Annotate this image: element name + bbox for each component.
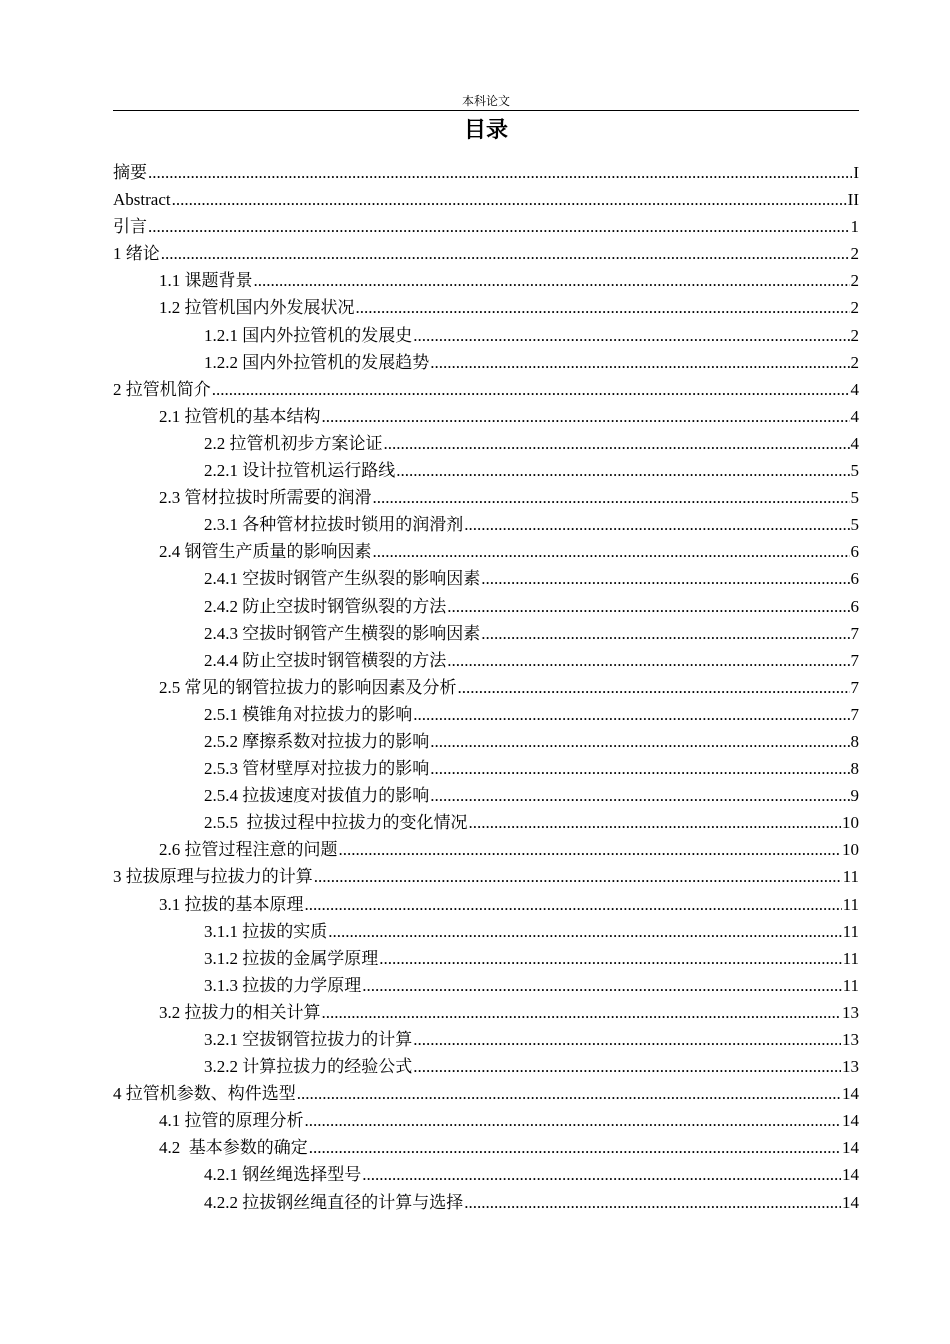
toc-entry-page: 2 (850, 271, 859, 291)
toc-entry-label: 2.1 拉管机的基本结构 (159, 406, 321, 426)
toc-dot-leader (339, 836, 842, 863)
toc-entry[interactable] (113, 267, 859, 294)
toc-title: 目录 (463, 118, 508, 143)
toc-entry-page: 4 (850, 433, 859, 453)
toc-entry-label: 2.3.1 各种管材拉拔时锁用的润滑剂 (204, 515, 464, 535)
toc-dot-leader (148, 213, 850, 240)
toc-entry[interactable] (113, 1134, 859, 1161)
toc-entry[interactable] (113, 376, 859, 403)
toc-entry[interactable] (113, 240, 859, 267)
toc-entry-label: 3.1.1 拉拔的实质 (204, 921, 328, 941)
toc-entry-page: 2 (850, 298, 859, 318)
toc-entry-page: 10 (842, 840, 859, 860)
toc-entry[interactable] (113, 1080, 859, 1107)
header-rule (113, 110, 859, 111)
toc-dot-leader (254, 267, 850, 294)
toc-entry-label: 3.2.2 计算拉拔力的经验公式 (204, 1057, 413, 1077)
toc-entry-page: 8 (850, 759, 859, 779)
toc-entry[interactable] (113, 809, 859, 836)
toc-entry-page: 14 (842, 1192, 859, 1212)
toc-entry-page: 2 (850, 325, 859, 345)
toc-entry[interactable] (113, 674, 859, 701)
toc-dot-leader (379, 945, 841, 972)
toc-dot-leader (328, 918, 841, 945)
toc-entry-label: 4.2 基本参数的确定 (159, 1138, 308, 1158)
toc-entry-page: 7 (850, 650, 859, 670)
toc-dot-leader (464, 1189, 841, 1216)
toc-dot-leader (430, 728, 849, 755)
toc-entry[interactable] (113, 213, 859, 240)
toc-entry-label: 1.2 拉管机国内外发展状况 (159, 298, 355, 318)
toc-dot-leader (464, 511, 849, 538)
toc-dot-leader (447, 593, 849, 620)
toc-entry-page: 6 (850, 596, 859, 616)
toc-dot-leader (314, 863, 842, 890)
toc-entry-page: 14 (842, 1165, 859, 1185)
toc-dot-leader (356, 294, 850, 321)
toc-entry-label: 2.4.3 空拔时钢管产生横裂的影响因素 (204, 623, 481, 643)
toc-entry-page: 7 (850, 623, 859, 643)
toc-dot-leader (309, 1134, 841, 1161)
toc-entry[interactable] (113, 1107, 859, 1134)
toc-dot-leader (305, 1107, 842, 1134)
toc-entry[interactable] (113, 1161, 859, 1188)
toc-dot-leader (481, 565, 849, 592)
toc-entry[interactable] (113, 538, 859, 565)
toc-dot-leader (161, 240, 850, 267)
toc-dot-leader (373, 484, 850, 511)
toc-entry-page: 7 (850, 677, 859, 697)
toc-entry[interactable] (113, 186, 859, 213)
toc-entry-page: 2 (850, 244, 859, 264)
toc-entry[interactable] (113, 647, 859, 674)
toc-entry-label: 4.2.2 拉拔钢丝绳直径的计算与选择 (204, 1192, 464, 1212)
toc-entry-label: 2.4.2 防止空拔时钢管纵裂的方法 (204, 596, 447, 616)
toc-dot-leader (212, 376, 850, 403)
toc-dot-leader (413, 1053, 841, 1080)
toc-entry[interactable] (113, 945, 859, 972)
toc-entry[interactable] (113, 159, 859, 186)
toc-entry-page: 6 (850, 569, 859, 589)
toc-dot-leader (396, 457, 849, 484)
toc-dot-leader (172, 186, 847, 213)
toc-entry-label: 1.1 课题背景 (159, 271, 253, 291)
toc-entry-label: 1.2.1 国内外拉管机的发展史 (204, 325, 413, 345)
toc-entry[interactable] (113, 1053, 859, 1080)
toc-entry[interactable] (113, 430, 859, 457)
toc-entry-label: 2.5.4 拉拔速度对拔值力的影响 (204, 786, 430, 806)
toc-entry[interactable] (113, 593, 859, 620)
toc-entry-label: 2.5 常见的钢管拉拔力的影响因素及分析 (159, 677, 457, 697)
toc-entry-page: 11 (842, 975, 859, 995)
toc-entry[interactable] (113, 322, 859, 349)
toc-entry-page: II (847, 190, 859, 210)
toc-entry-label: 2.4.4 防止空拔时钢管横裂的方法 (204, 650, 447, 670)
toc-entry-page: 5 (850, 461, 859, 481)
toc-entry-page: I (853, 163, 859, 182)
toc-entry-label: 摘要 (113, 163, 147, 182)
toc-dot-leader (305, 891, 842, 918)
toc-entry-label: 3.1.2 拉拔的金属学原理 (204, 948, 379, 968)
toc-entry-page: 4 (850, 406, 859, 426)
toc-entry-page: 5 (850, 515, 859, 535)
toc-entry-label: Abstract (113, 190, 171, 210)
toc-entry-label: 1.2.2 国内外拉管机的发展趋势 (204, 352, 430, 372)
toc-entry-label: 2.5.3 管材壁厚对拉拔力的影响 (204, 759, 430, 779)
toc-dot-leader (373, 538, 850, 565)
toc-entry-page: 5 (850, 488, 859, 508)
toc-entry[interactable] (113, 620, 859, 647)
toc-entry[interactable] (113, 294, 859, 321)
toc-entry-label: 1 绪论 (113, 244, 160, 264)
toc-entry[interactable] (113, 863, 859, 890)
toc-entry-page: 11 (842, 921, 859, 941)
toc-entry[interactable] (113, 349, 859, 376)
toc-dot-leader (447, 647, 849, 674)
toc-entry-page: 13 (842, 1057, 859, 1077)
toc-entry[interactable] (113, 1026, 859, 1053)
toc-dot-leader (362, 972, 841, 999)
toc-entry-page: 14 (842, 1111, 859, 1131)
toc-entry[interactable] (113, 484, 859, 511)
toc-entry[interactable] (113, 918, 859, 945)
toc-entry-label: 2.6 拉管过程注意的问题 (159, 840, 338, 860)
page-header: 本科论文 (461, 94, 510, 108)
toc-entry-page: 13 (842, 1002, 859, 1022)
toc-entry-label: 2.5.5 拉拔过程中拉拔力的变化情况 (204, 813, 468, 833)
toc-entry-page: 8 (850, 731, 859, 751)
toc-entry-label: 2.4 钢管生产质量的影响因素 (159, 542, 372, 562)
toc-dot-leader (322, 999, 842, 1026)
toc-dot-leader (430, 782, 849, 809)
toc-entry-page: 11 (842, 894, 859, 914)
toc-dot-leader (481, 620, 849, 647)
toc-dot-leader (297, 1080, 841, 1107)
toc-entry-label: 3.2 拉拔力的相关计算 (159, 1002, 321, 1022)
toc-entry[interactable] (113, 755, 859, 782)
toc-entry-label: 4 拉管机参数、构件选型 (113, 1084, 296, 1104)
toc-entry-page: 4 (850, 379, 859, 399)
toc-entry[interactable] (113, 999, 859, 1026)
toc-entry-label: 3 拉拔原理与拉拔力的计算 (113, 867, 313, 887)
toc-entry-page: 6 (850, 542, 859, 562)
toc-dot-leader (469, 809, 842, 836)
toc-entry-label: 2.2.1 设计拉管机运行路线 (204, 461, 396, 481)
toc-entry-label: 2.2 拉管机初步方案论证 (204, 433, 383, 453)
toc-entry[interactable] (113, 403, 859, 430)
toc-entry-page: 14 (842, 1084, 859, 1104)
toc-entry-page: 2 (850, 352, 859, 372)
toc-entry-page: 13 (842, 1030, 859, 1049)
toc-dot-leader (148, 159, 852, 186)
toc-entry[interactable] (113, 457, 859, 484)
toc-entry-label: 2.5.2 摩擦系数对拉拔力的影响 (204, 731, 430, 751)
toc-entry[interactable] (113, 782, 859, 809)
toc-dot-leader (322, 403, 850, 430)
toc-entry-label: 4.1 拉管的原理分析 (159, 1111, 304, 1131)
toc-entry[interactable] (113, 728, 859, 755)
toc-entry[interactable] (113, 891, 859, 918)
toc-entry[interactable] (113, 836, 859, 863)
toc-dot-leader (458, 674, 850, 701)
toc-entry-page: 9 (850, 786, 859, 806)
toc-dot-leader (384, 430, 850, 457)
toc-entry[interactable] (113, 565, 859, 592)
toc-entry-page: 11 (842, 948, 859, 968)
toc-entry-label: 2.4.1 空拔时钢管产生纵裂的影响因素 (204, 569, 481, 589)
toc-entry-page: 1 (850, 217, 859, 237)
toc-entry[interactable] (113, 701, 859, 728)
toc-entry-label: 3.1 拉拔的基本原理 (159, 894, 304, 914)
toc-entry[interactable] (113, 511, 859, 538)
toc-entry-page: 7 (850, 704, 859, 724)
toc-dot-leader (430, 349, 849, 376)
toc-entry-label: 3.1.3 拉拔的力学原理 (204, 975, 362, 995)
toc-dot-leader (430, 755, 849, 782)
toc-entry-label: 4.2.1 钢丝绳选择型号 (204, 1165, 362, 1185)
toc-entry[interactable] (113, 1189, 859, 1216)
toc-entry-label: 2 拉管机简介 (113, 379, 211, 399)
toc-entry-label: 2.3 管材拉拔时所需要的润滑 (159, 488, 372, 508)
table-of-contents (113, 159, 859, 1216)
toc-dot-leader (413, 322, 849, 349)
toc-entry-label: 2.5.1 模锥角对拉拔力的影响 (204, 704, 413, 724)
toc-dot-leader (362, 1161, 841, 1188)
toc-entry-page: 14 (842, 1138, 859, 1158)
toc-entry-label: 引言 (113, 217, 147, 237)
toc-entry-page: 11 (842, 867, 859, 887)
toc-dot-leader (413, 701, 849, 728)
toc-entry-page: 10 (842, 813, 859, 833)
toc-dot-leader (413, 1026, 841, 1053)
toc-entry-label: 3.2.1 空拔钢管拉拔力的计算 (204, 1030, 413, 1049)
toc-entry[interactable] (113, 972, 859, 999)
